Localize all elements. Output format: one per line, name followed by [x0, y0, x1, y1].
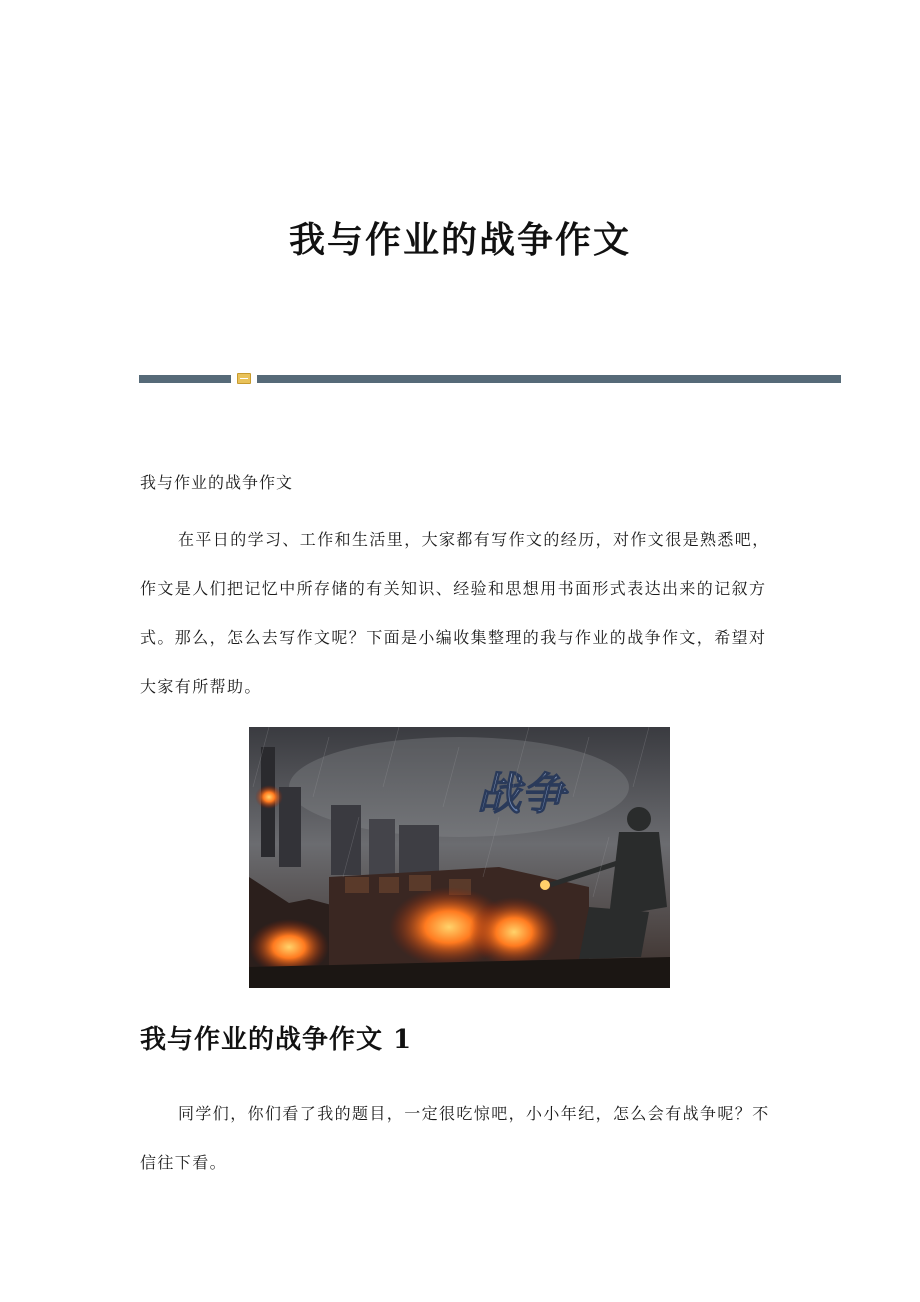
document-label: 我与作业的战争作文: [140, 473, 294, 492]
image-war-text: 战争: [477, 769, 565, 820]
intro-paragraph: 在平日的学习、工作和生活里，大家都有写作文的经历，对作文很是熟悉吧，作文是人们把记忆中所存储的有关知识、经验和思想用书面形式表达出来的记叙方式。那么，怎么去写作文呢？下面是小编收集整理的我与作业的战争作文，希望对大家有所帮助。: [140, 530, 770, 696]
document-title: 我与作业的战争作文: [288, 219, 631, 261]
section-heading: 我与作业的战争作文 1: [140, 1025, 413, 1055]
title-divider: [139, 371, 841, 387]
section-paragraph: 同学们，你们看了我的题目，一定很吃惊吧，小小年纪，怎么会有战争呢？不信往下看。: [140, 1104, 770, 1172]
gold-tab-icon: [237, 373, 251, 384]
divider-bar-right: [257, 375, 841, 383]
war-scene-image: [249, 727, 670, 988]
divider-bar-left: [139, 375, 231, 383]
